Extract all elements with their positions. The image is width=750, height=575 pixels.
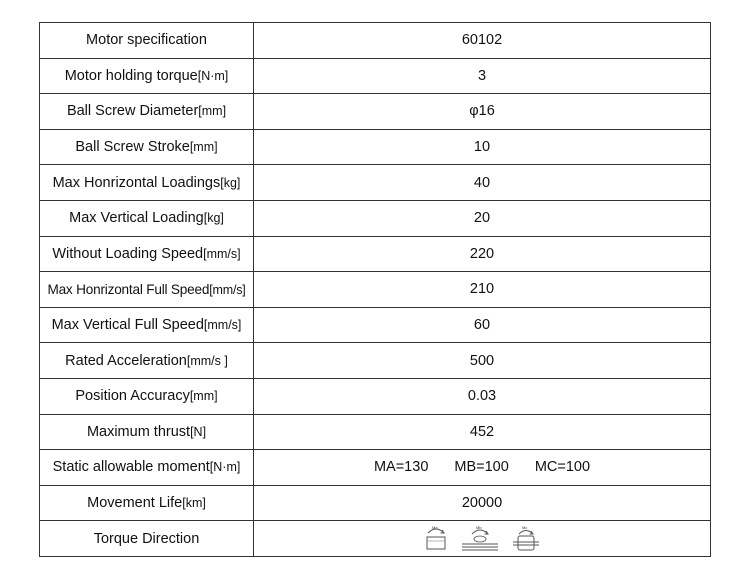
row-label (40, 94, 254, 130)
label-unit: [N·m] (197, 68, 229, 83)
svg-text:Ma: Ma (432, 524, 438, 530)
label-text: Movement Life (87, 495, 183, 512)
row-value: 60 (254, 307, 711, 343)
torque-mb-icon (461, 524, 499, 552)
torque-diagrams (423, 522, 541, 552)
table-row (40, 94, 711, 130)
label-text: Ball Screw Stroke (75, 139, 190, 156)
row-value: 60102 (254, 23, 711, 59)
torque-ma-icon (423, 524, 449, 552)
label-unit: [mm/s] (209, 282, 246, 297)
table-row (40, 378, 711, 414)
label-unit: [mm] (189, 140, 218, 155)
label-unit: [mm/s] (203, 246, 241, 261)
row-label (40, 307, 254, 343)
row-value: 0.03 (254, 378, 711, 414)
spec-table (39, 22, 711, 557)
row-value: 500 (254, 343, 711, 379)
row-value: 452 (254, 414, 711, 450)
row-label (40, 343, 254, 379)
label-text: Static allowable moment (52, 459, 210, 476)
label-text: Torque Direction (93, 530, 200, 547)
torque-mc-icon (511, 524, 541, 552)
row-value (254, 450, 711, 486)
label-unit: [N] (190, 424, 207, 439)
label-text: Max Vertical Full Speed (51, 317, 204, 334)
row-value: 20 (254, 200, 711, 236)
row-value: 40 (254, 165, 711, 201)
row-value: 210 (254, 272, 711, 308)
row-label (40, 165, 254, 201)
table-row (40, 165, 711, 201)
label-text: Max Vertical Loading (69, 210, 204, 227)
label-unit: [kg] (203, 211, 224, 226)
svg-text:Mb: Mb (476, 524, 482, 530)
row-label (40, 414, 254, 450)
table-row (40, 485, 711, 521)
row-label (40, 378, 254, 414)
table-row (40, 200, 711, 236)
row-value: 3 (254, 58, 711, 94)
row-value: φ16 (254, 94, 711, 130)
row-label (40, 129, 254, 165)
row-label (40, 236, 254, 272)
row-label (40, 58, 254, 94)
table-row (40, 307, 711, 343)
table-row (40, 129, 711, 165)
row-label (40, 450, 254, 486)
row-value (254, 521, 711, 557)
label-text: Rated Acceleration (65, 352, 187, 369)
moment-mb: MB=100 (454, 459, 509, 476)
label-text: Maximum thrust (86, 423, 191, 440)
label-unit: [km] (182, 496, 206, 511)
label-text: Motor specification (86, 32, 207, 49)
moment-values (374, 459, 590, 475)
row-label (40, 23, 254, 59)
row-label (40, 272, 254, 308)
row-value: 10 (254, 129, 711, 165)
table-row (40, 272, 711, 308)
label-text: Max Honrizontal Full Speed (47, 281, 210, 297)
table-row (40, 450, 711, 486)
label-text: Without Loading Speed (52, 245, 204, 262)
label-text: Ball Screw Diameter (66, 103, 199, 120)
table-row (40, 521, 711, 557)
row-label (40, 521, 254, 557)
table-row (40, 236, 711, 272)
table-row (40, 58, 711, 94)
moment-mc: MC=100 (534, 459, 591, 476)
row-label (40, 200, 254, 236)
svg-text:Mc: Mc (522, 524, 528, 530)
row-label (40, 485, 254, 521)
label-unit: [N·m] (209, 460, 241, 475)
label-unit: [mm] (198, 104, 227, 119)
table-row (40, 414, 711, 450)
label-unit: [mm] (189, 389, 218, 404)
label-text: Motor holding torque (64, 67, 198, 84)
table-row (40, 23, 711, 59)
table-row (40, 343, 711, 379)
row-value: 220 (254, 236, 711, 272)
label-unit: [mm/s] (203, 318, 242, 333)
moment-ma: MA=130 (373, 459, 429, 476)
label-unit: [mm/s ] (186, 353, 228, 368)
row-value: 20000 (254, 485, 711, 521)
label-text: Position Accuracy (75, 388, 190, 405)
label-text: Max Honrizontal Loadings (52, 174, 221, 191)
label-unit: [kg] (220, 175, 241, 190)
